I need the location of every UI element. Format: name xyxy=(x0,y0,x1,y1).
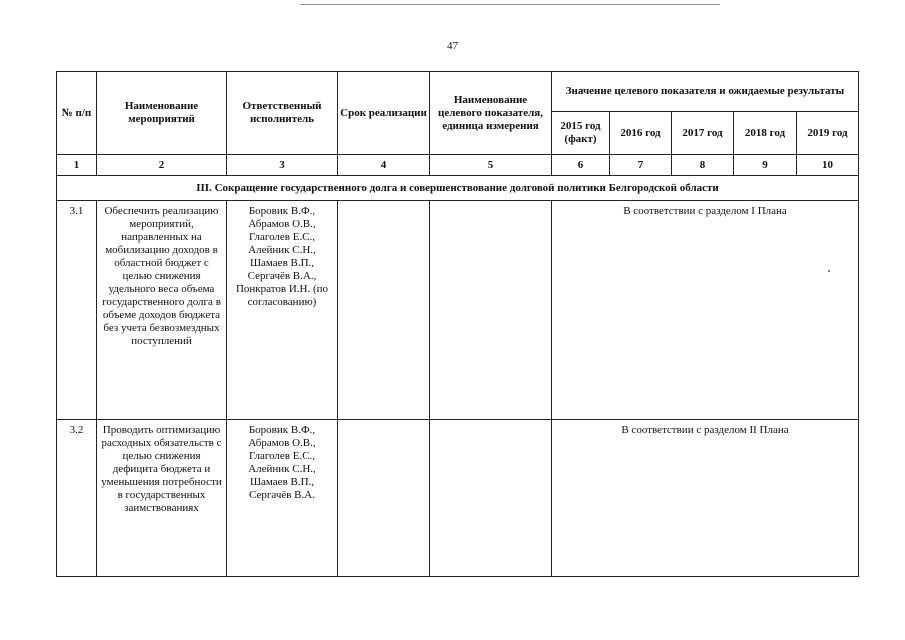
header-year-2018: 2018 год xyxy=(734,112,797,155)
section-title: III. Сокращение государственного долга и совершенствование долговой политики Белгородской области xyxy=(57,176,859,201)
row-executor: Боровик В.Ф., Абрамов О.В., Глаголев Е.С., Алейник С.Н., Шамаев В.П., Сергачёв В.А. xyxy=(227,420,338,577)
header-indicator: Наименование целевого показателя, единица измерения xyxy=(430,72,552,155)
col-num-2: 2 xyxy=(97,155,227,176)
col-num-9: 9 xyxy=(734,155,797,176)
header-num: № п/п xyxy=(57,72,97,155)
header-executor: Ответственный исполнитель xyxy=(227,72,338,155)
header-term: Срок реализации xyxy=(338,72,430,155)
col-num-8: 8 xyxy=(672,155,734,176)
header-year-2015: 2015 год (факт) xyxy=(552,112,610,155)
col-num-5: 5 xyxy=(430,155,552,176)
section-row xyxy=(57,176,859,201)
column-numbers-row xyxy=(57,155,859,176)
col-num-10: 10 xyxy=(797,155,859,176)
col-num-1: 1 xyxy=(57,155,97,176)
header-values-group: Значение целевого показателя и ожидаемые результаты xyxy=(552,72,859,112)
header-year-2019: 2019 год xyxy=(797,112,859,155)
row-event: Обеспечить реализацию мероприятий, направленных на мобилизацию доходов в областной бюджет с целью снижения удельного веса объема государственного долга в объеме доходов бюджета без учета безвозмездных поступлений xyxy=(97,201,227,420)
col-num-7: 7 xyxy=(610,155,672,176)
header-row-1 xyxy=(57,72,859,112)
table-row xyxy=(57,420,859,577)
header-year-2017: 2017 год xyxy=(672,112,734,155)
row-term xyxy=(338,420,430,577)
col-num-4: 4 xyxy=(338,155,430,176)
row-indicator xyxy=(430,420,552,577)
row-values: В соответствии с разделом II Плана xyxy=(552,420,859,577)
scan-top-line xyxy=(300,4,720,5)
col-num-3: 3 xyxy=(227,155,338,176)
plan-table xyxy=(56,71,859,577)
row-term xyxy=(338,201,430,420)
row-num: 3.2 xyxy=(57,420,97,577)
row-executor: Боровик В.Ф., Абрамов О.В., Глаголев Е.С., Алейник С.Н., Шамаев В.П., Сергачёв В.А., Понкратов И.Н. (по согласованию) xyxy=(227,201,338,420)
header-year-2016: 2016 год xyxy=(610,112,672,155)
row-indicator xyxy=(430,201,552,420)
table-row xyxy=(57,201,859,420)
header-event: Наименование мероприятий xyxy=(97,72,227,155)
col-num-6: 6 xyxy=(552,155,610,176)
row-values: В соответствии с разделом I Плана xyxy=(552,201,859,420)
row-num: 3.1 xyxy=(57,201,97,420)
page-number: 47 xyxy=(447,40,458,52)
row-event: Проводить оптимизацию расходных обязательств с целью снижения дефицита бюджета и уменьшения потребности в государственных заимствованиях xyxy=(97,420,227,577)
